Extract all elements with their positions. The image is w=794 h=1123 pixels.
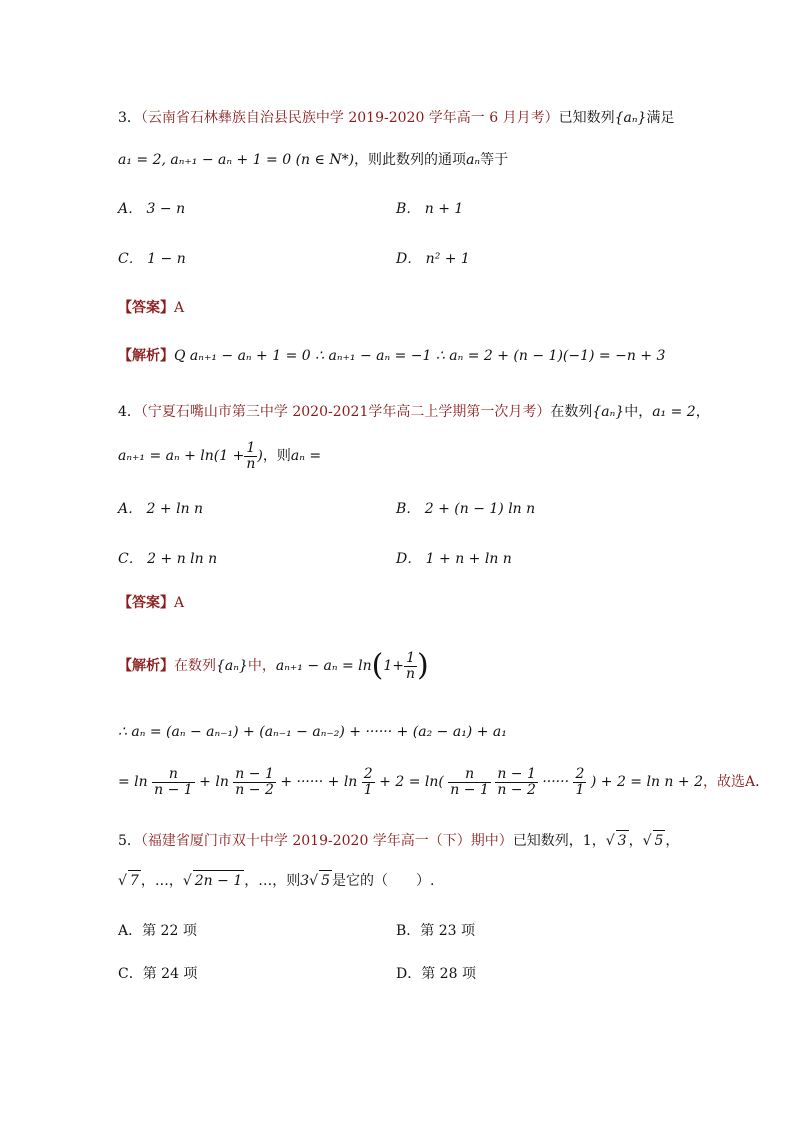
q4-a1: a₁ = 2 [652, 404, 696, 420]
q4-f3-num: 2 [363, 765, 373, 782]
q4-f5-den: n − 2 [497, 781, 536, 798]
q5-sqrt5: √ 5 [643, 833, 666, 849]
q4-stem-line1 [118, 402, 710, 422]
q3-stem-c: ，则此数列的通项 [354, 152, 467, 168]
q4-frac6 [573, 767, 586, 798]
q5-option-a: A．第 22 项 [118, 923, 197, 939]
q3-seq: {aₙ} [614, 110, 647, 126]
q5-option-c: C．第 24 项 [118, 966, 198, 982]
q4-f4-den: n − 1 [450, 781, 489, 798]
q4-dots: ······ [542, 774, 570, 790]
q4-paren-open: ( [371, 648, 384, 683]
q5-sqrt3: √ 3 [606, 833, 629, 849]
q4-stem-b: 中， [624, 404, 653, 420]
q4-analysis-label: 【解析】 [118, 658, 174, 674]
q3-stem-line2 [118, 150, 508, 170]
q4-frac5 [495, 767, 538, 798]
q3-stem-line1 [118, 108, 674, 128]
q4-answer-label: 【答案】 [118, 595, 174, 611]
q3-option-c: C． 1 − n [118, 251, 186, 267]
q4-f6-num: 2 [575, 765, 585, 782]
q3-source: （云南省石林彝族自治县民族中学 2019-2020 学年高一 6 月月考） [140, 110, 559, 126]
q4-rec-left: aₙ₊₁ = aₙ + ln(1 + [118, 448, 245, 464]
q4-frac4 [448, 767, 491, 798]
q4-f1-num: n [152, 767, 195, 783]
q4-seq: {aₙ} [592, 404, 625, 420]
q5-c4: ，…，则 [244, 873, 301, 889]
q4-sum-line: ∴ aₙ = (aₙ − aₙ₋₁) + (aₙ₋₁ − aₙ₋₂) + ······ + (a₂ − a₁) + a₁ [118, 724, 507, 740]
q4-rec-den: n [246, 455, 256, 472]
q4-f6-den: 1 [575, 781, 585, 798]
q4-plus-ln: + ln [199, 774, 229, 790]
q4-f4-num: n [448, 767, 491, 783]
q4-analysis [118, 646, 429, 686]
q4-source: （宁夏石嘴山市第三中学 2020-2021学年高二上学期第一次月考） [140, 404, 551, 420]
q4-f2-num: n − 1 [235, 765, 274, 782]
q5-three: 3 [300, 873, 310, 889]
q3-answer-label: 【答案】 [118, 300, 174, 316]
q4-option-a: A． 2 + ln n [118, 501, 204, 517]
q5-sqrt2n: √ 2n − 1 [183, 873, 244, 889]
q5-c3: ，…， [140, 873, 183, 889]
q4-final-line [118, 758, 760, 806]
q5-option-d: D．第 28 项 [396, 966, 476, 982]
q3-analysis-text: Q aₙ₊₁ − aₙ + 1 = 0 ∴ aₙ₊₁ − aₙ = −1 ∴ aₙ = 2 + (n − 1)(−1) = −n + 3 [174, 348, 666, 364]
q4-rec-frac [244, 441, 257, 472]
q4-option-c: C． 2 + n ln n [118, 551, 218, 567]
q4-period: . [755, 774, 760, 790]
q4-frac3 [362, 767, 375, 798]
q4-f3-den: 1 [363, 781, 373, 798]
q3-analysis-label: 【解析】 [118, 348, 174, 364]
q5-source: （福建省厦门市双十中学 2019-2020 学年高一（下）期中） [140, 833, 513, 849]
q4-analysis-eq: aₙ₊₁ − aₙ = ln [275, 658, 372, 674]
q5-number: 5． [118, 833, 141, 849]
q3-option-d: D． n² + 1 [396, 251, 470, 267]
q4-option-d: D． 1 + n + ln n [396, 551, 512, 567]
q4-f2-den: n − 2 [235, 781, 274, 798]
q4-analysis-a: 在数列 [174, 658, 216, 674]
q3-answer-value: A [174, 300, 185, 316]
q4-answer [118, 593, 184, 613]
q4-number: 4． [118, 404, 141, 420]
q3-stem-b: 满足 [646, 110, 675, 126]
q5-stem-b: 是它的（ ）. [332, 873, 435, 889]
q3-option-a: A． 3 − n [118, 201, 186, 217]
q5-stem-line2 [118, 870, 434, 891]
q5-c1: ， [628, 833, 643, 849]
q3-stem-a: 已知数列 [558, 110, 615, 126]
q3-condition: a₁ = 2, aₙ₊₁ − aₙ + 1 = 0 (n ∈ N*) [118, 152, 355, 168]
q4-mid: + 2 = ln( [379, 774, 444, 790]
q4-dots-ln: + ······ + ln [280, 774, 358, 790]
q4-option-b: B． 2 + (n − 1) ln n [396, 501, 536, 517]
q3-analysis [118, 346, 665, 366]
q4-analysis-num: 1 [404, 651, 417, 667]
q5-option-b: B．第 23 项 [396, 923, 476, 939]
q4-analysis-b: 中， [247, 658, 276, 674]
q5-sqrt5b: √ 5 [309, 873, 332, 889]
q4-frac1 [152, 767, 195, 798]
q3-stem-d: 等于 [480, 152, 509, 168]
q4-paren-close: ) [417, 648, 429, 683]
q4-f5-num: n − 1 [497, 765, 536, 782]
q4-rec-right: ) [257, 448, 263, 464]
q4-stem-a: 在数列 [550, 404, 593, 420]
q4-conclude-answer: A [745, 774, 756, 790]
q3-an: aₙ [466, 152, 481, 168]
q4-f1-den: n − 1 [154, 781, 193, 798]
q3-answer [118, 298, 184, 318]
q5-sqrt7: √ 7 [118, 873, 141, 889]
q4-stem-line2 [118, 438, 321, 474]
q4-ask: aₙ = [290, 448, 322, 464]
q5-stem-line1 [118, 830, 679, 851]
q4-frac2 [233, 767, 276, 798]
q4-rec-num: 1 [244, 441, 257, 457]
q4-analysis-den: n [406, 665, 416, 682]
q3-option-b: B． n + 1 [396, 201, 464, 217]
q4-answer-value: A [174, 595, 185, 611]
q5-c2: ， [665, 833, 680, 849]
q4-stem-c: ，则 [262, 448, 291, 464]
q4-analysis-one: 1+ [383, 658, 405, 674]
q3-number: 3． [118, 110, 141, 126]
q4-analysis-frac [404, 651, 417, 682]
q5-stem-a: 已知数列，1， [512, 833, 606, 849]
q4-analysis-seq: {aₙ} [216, 658, 248, 674]
q4-comma: ， [695, 404, 710, 420]
q4-final-a: = ln [118, 774, 148, 790]
q4-conclude: ，故选 [703, 774, 745, 790]
q4-end: ) + 2 = ln n + 2 [590, 774, 703, 790]
